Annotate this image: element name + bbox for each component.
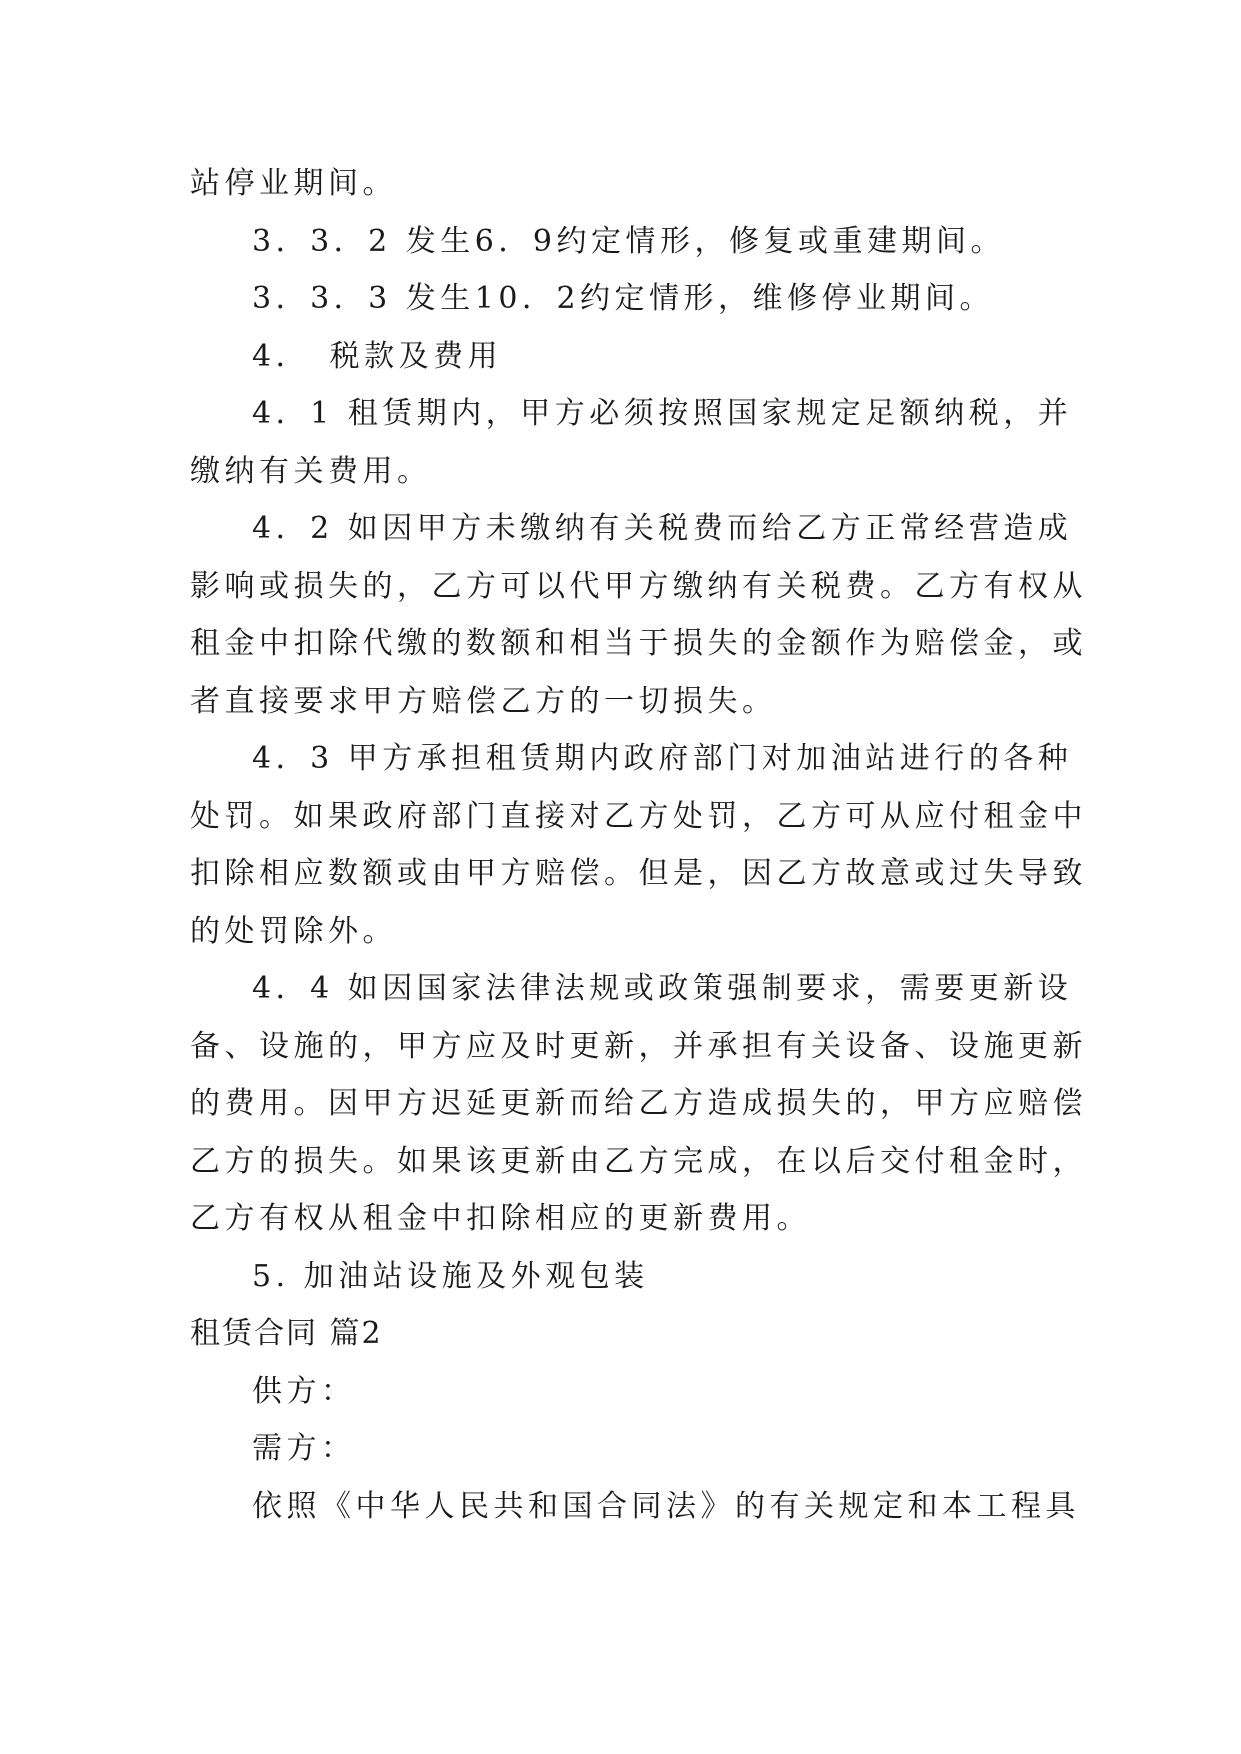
text-line: 4．3 甲方承担租赁期内政府部门对加油站进行的各种 — [252, 741, 1073, 776]
text-line: 的费用。因甲方迟延更新而给乙方造成损失的，甲方应赔偿 — [190, 1086, 1087, 1121]
text-line: 3．3．2 发生6．9约定情形，修复或重建期间。 — [252, 223, 1005, 259]
text-line: 的处罚除外。 — [190, 913, 397, 949]
text-line: 供方： — [252, 1373, 356, 1409]
text-line: 缴纳有关费用。 — [190, 453, 432, 489]
text-line: 依照《中华人民共和国合同法》的有关规定和本工程具 — [252, 1488, 1080, 1524]
text-line: 租金中扣除代缴的数额和相当于损失的金额作为赔偿金，或 — [190, 626, 1087, 661]
text-line: 4． 税款及费用 — [252, 338, 503, 374]
document-body — [190, 155, 1087, 1535]
text-line: 乙方有权从租金中扣除相应的更新费用。 — [190, 1201, 811, 1236]
text-line: 备、设施的，甲方应及时更新，并承担有关设备、设施更新 — [190, 1028, 1087, 1064]
text-line: 3．3．3 发生10．2约定情形，维修停业期间。 — [252, 281, 995, 316]
text-line: 5. 加油站设施及外观包装 — [252, 1258, 649, 1294]
text-line: 需方： — [252, 1431, 356, 1466]
text-line: 者直接要求甲方赔偿乙方的一切损失。 — [190, 683, 777, 719]
text-line: 扣除相应数额或由甲方赔偿。但是，因乙方故意或过失导致 — [190, 856, 1087, 891]
section-heading: 租赁合同 篇2 — [190, 1316, 383, 1351]
text-line: 影响或损失的，乙方可以代甲方缴纳有关税费。乙方有权从 — [190, 568, 1087, 604]
text-line: 乙方的损失。如果该更新由乙方完成，在以后交付租金时， — [190, 1143, 1087, 1179]
text-line: 处罚。如果政府部门直接对乙方处罚，乙方可从应付租金中 — [190, 798, 1087, 834]
text-line: 4．4 如因国家法律法规或政策强制要求，需要更新设 — [252, 971, 1073, 1006]
text-line: 站停业期间。 — [190, 166, 397, 201]
text-line: 4．1 租赁期内，甲方必须按照国家规定足额纳税，并 — [252, 396, 1073, 431]
text-line: 4．2 如因甲方未缴纳有关税费而给乙方正常经营造成 — [252, 511, 1073, 546]
